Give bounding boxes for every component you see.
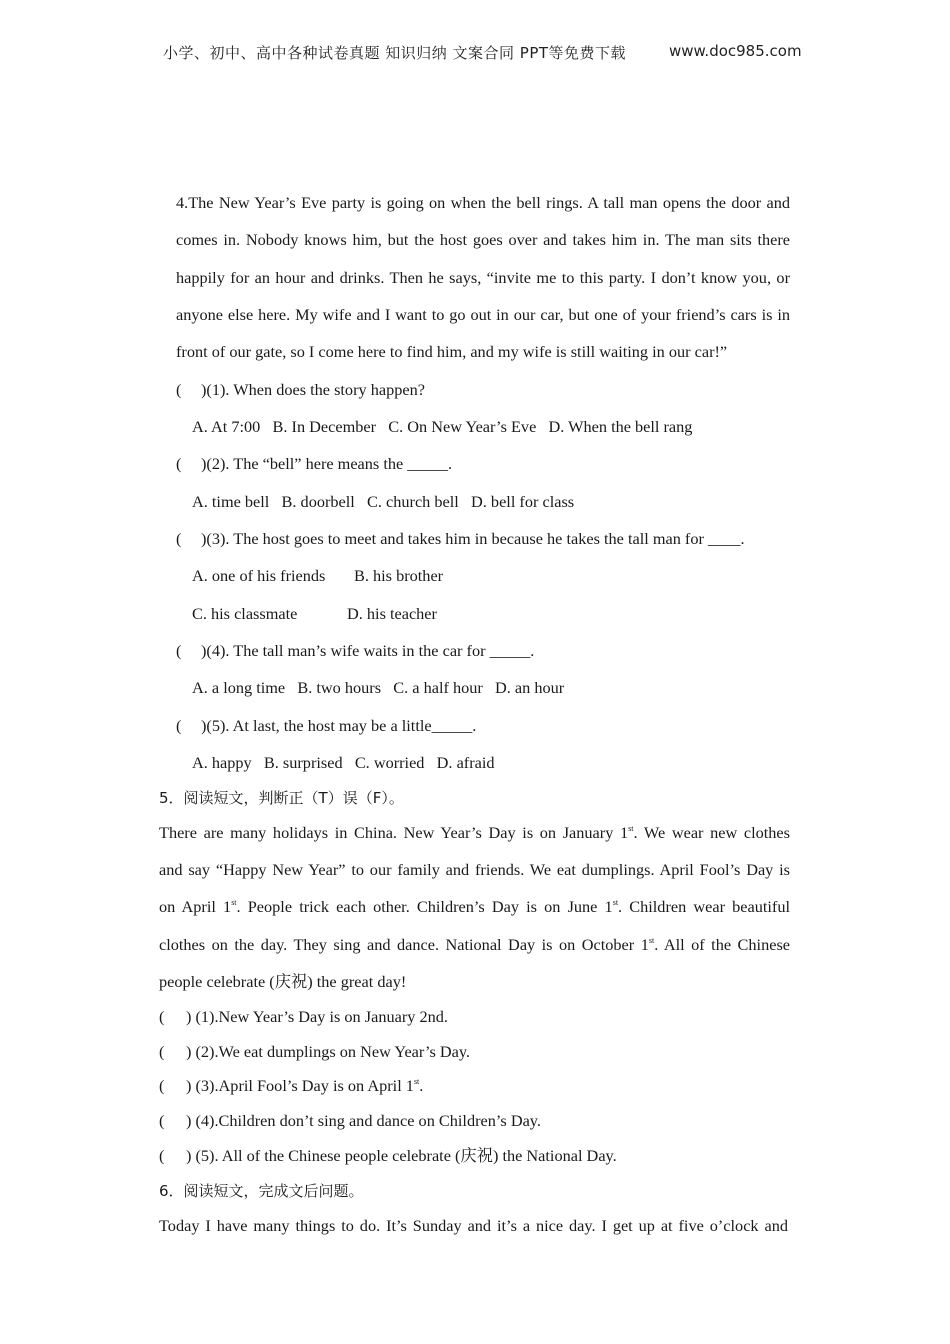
q5-passage-line-3: [159, 897, 790, 917]
answer-paren[interactable]: (: [176, 380, 182, 399]
option-a: A. time bell: [192, 492, 270, 511]
q4-passage-line-2: comes in. Nobody knows him, but the host goes over and takes him in. The man sits there: [176, 230, 790, 249]
answer-paren[interactable]: (: [159, 1042, 165, 1061]
answer-paren[interactable]: (: [159, 1007, 165, 1026]
q5-item-2: [159, 1042, 470, 1062]
ordinal-suffix: st: [628, 824, 634, 833]
q6-passage-line-1: Today I have many things to do. It’s Sunday and it’s a nice day. I get up at five o’clock and: [159, 1216, 788, 1235]
q4-passage-line-5: front of our gate, so I come here to find him, and my wife is still waiting in our car!”: [176, 342, 728, 361]
text-run: . Children wear beautiful: [618, 897, 791, 916]
q5-item-5: [159, 1146, 617, 1166]
text-run: . We wear new clothes: [633, 823, 790, 842]
answer-paren[interactable]: (: [176, 529, 182, 548]
item-text: ) (3).April Fool’s Day is on April 1: [186, 1076, 414, 1095]
answer-paren[interactable]: (: [159, 1111, 165, 1130]
question-stem: )(4). The tall man’s wife waits in the car for _____.: [201, 641, 535, 660]
item-text: ) (2).We eat dumplings on New Year’s Day.: [186, 1042, 471, 1061]
q4-options-4: [192, 678, 564, 698]
q5-passage-line-2: and say “Happy New Year” to our family and friends. We eat dumplings. April Fool’s Day is: [159, 860, 790, 879]
option-c: C. a half hour: [393, 678, 483, 697]
q5-item-4: [159, 1111, 541, 1131]
item-text: ) (4).Children don’t sing and dance on Children’s Day.: [186, 1111, 541, 1130]
q5-passage-line-1: [159, 823, 790, 843]
question-stem: )(3). The host goes to meet and takes him in because he takes the tall man for ____.: [201, 529, 745, 548]
q5-passage-line-4: [159, 935, 790, 955]
option-d: D. afraid: [436, 753, 495, 772]
ordinal-suffix: st: [231, 898, 237, 907]
q6-title: 6．阅读短文，完成文后问题。: [159, 1182, 364, 1200]
option-d: D. bell for class: [471, 492, 575, 511]
q4-question-3: [176, 529, 745, 549]
q5-item-3: [159, 1076, 423, 1096]
option-c: C. church bell: [367, 492, 459, 511]
item-text: ) (5). All of the Chinese people celebrate (庆祝) the National Day.: [186, 1146, 617, 1165]
item-tail: .: [419, 1076, 424, 1095]
answer-paren[interactable]: (: [176, 716, 182, 735]
q4-options-3c: [192, 604, 297, 624]
answer-paren[interactable]: (: [176, 641, 182, 660]
option-a: A. At 7:00: [192, 417, 261, 436]
option-b: B. surprised: [263, 753, 343, 772]
q4-question-5: [176, 716, 476, 736]
option-c: C. his classmate: [192, 604, 298, 623]
ordinal-suffix: st: [612, 898, 619, 907]
q4-passage-line-4: anyone else here. My wife and I want to go out in our car, but one of your friend’s cars is in: [176, 305, 790, 324]
option-a: A. happy: [192, 753, 252, 772]
q5-title: 5．阅读短文，判断正（T）误（F）。: [159, 789, 404, 807]
text-run: on April 1: [159, 897, 232, 916]
header-banner-text: 小学、初中、高中各种试卷真题 知识归纳 文案合同 PPT等免费下载: [163, 44, 627, 62]
q4-options-3b: [354, 566, 443, 586]
question-stem: )(1). When does the story happen?: [201, 380, 425, 399]
text-run: . People trick each other. Children’s Day is on June 1: [236, 897, 613, 916]
option-b: B. his brother: [354, 566, 444, 585]
option-d: D. his teacher: [347, 604, 437, 623]
q4-options-1: [192, 417, 692, 437]
q4-options-2: [192, 492, 574, 512]
option-b: B. In December: [272, 417, 377, 436]
option-c: C. worried: [354, 753, 425, 772]
q4-passage-line-3: happily for an hour and drinks. Then he says, “invite me to this party. I don’t know you, or: [176, 268, 790, 287]
q5-item-1: [159, 1007, 448, 1027]
q4-question-2: [176, 454, 452, 474]
q5-passage-line-5: people celebrate (庆祝) the great day!: [159, 972, 407, 991]
text-run: There are many holidays in China. New Year’s Day is on January 1: [159, 823, 629, 842]
page-header: [0, 38, 950, 64]
ordinal-suffix: st: [413, 1077, 420, 1086]
option-b: B. two hours: [297, 678, 382, 697]
text-run: clothes on the day. They sing and dance. National Day is on October 1: [159, 935, 649, 954]
option-a: A. a long time: [192, 678, 286, 697]
text-run: . All of the Chinese: [654, 935, 791, 954]
option-a: A. one of his friends: [192, 566, 326, 585]
option-c: C. On New Year’s Eve: [388, 417, 537, 436]
q4-options-3d: [347, 604, 437, 624]
answer-paren[interactable]: (: [176, 454, 182, 473]
ordinal-suffix: st: [648, 936, 655, 945]
question-stem: )(2). The “bell” here means the _____.: [201, 454, 453, 473]
item-text: ) (1).New Year’s Day is on January 2nd.: [186, 1007, 448, 1026]
option-d: D. When the bell rang: [548, 417, 693, 436]
option-d: D. an hour: [495, 678, 565, 697]
header-website: www.doc985.com: [669, 42, 802, 60]
q4-question-1: [176, 380, 425, 400]
answer-paren[interactable]: (: [159, 1146, 165, 1165]
q4-question-4: [176, 641, 534, 661]
question-stem: )(5). At last, the host may be a little_____.: [201, 716, 477, 735]
q4-options-5: [192, 753, 495, 773]
answer-paren[interactable]: (: [159, 1076, 165, 1095]
option-b: B. doorbell: [281, 492, 355, 511]
q4-passage-line-1: 4.The New Year’s Eve party is going on when the bell rings. A tall man opens the door and: [176, 193, 790, 212]
q4-options-3a: [192, 566, 325, 586]
